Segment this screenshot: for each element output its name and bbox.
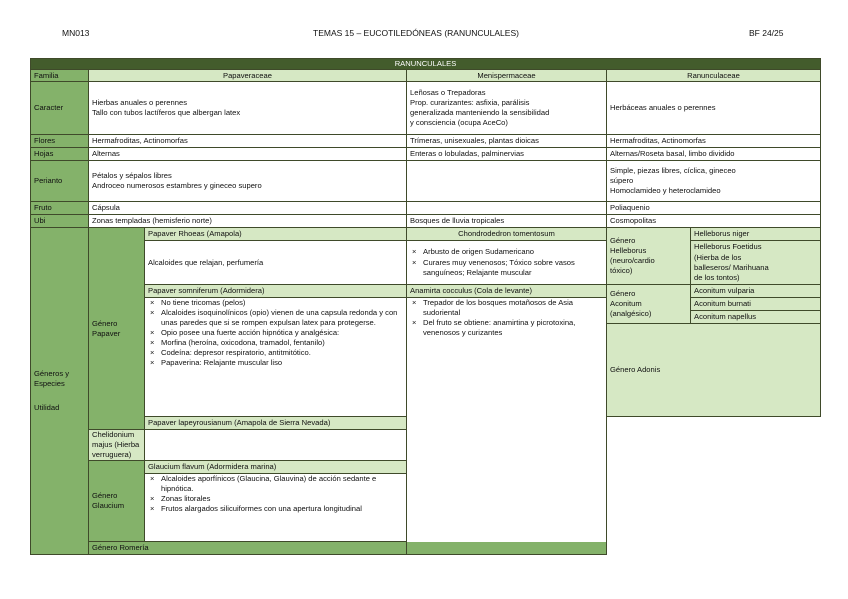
row-label-caracter: Caracter [31, 82, 89, 135]
perianto-menispermaceae [407, 161, 607, 202]
row-label-flores: Flores [31, 135, 89, 148]
list-item: × Trepador de los bosques motañosos de Asia sudoriental [423, 298, 603, 318]
genero-aconitum: Género Aconitum (analgésico) [607, 285, 691, 324]
perianto-ranunculaceae: Simple, piezas libres, cíclica, gineceo súpero Homoclamideo y heteroclamideo [607, 161, 821, 202]
papaver-somniferum-desc [145, 298, 407, 417]
list-item: × Curares muy venenosos; Tóxico sobre vasos sanguíneos; Relajante muscular [423, 258, 603, 278]
row-label-perianto: Perianto [31, 161, 89, 202]
hojas-ranunculaceae: Alternas/Roseta basal, limbo dividido [607, 148, 821, 161]
list-item: × Zonas litorales [161, 494, 403, 504]
empty-area [607, 417, 821, 555]
caracter-papaveraceae: Hierbas anuales o perennes Tallo con tubos lactíferos que albergan latex [89, 82, 407, 135]
chelidonium-majus: Chelidonium majus (Hierba verruguera) [89, 430, 145, 461]
chondrodedron-desc [407, 241, 607, 285]
chondrodedron-tomentosum: Chondrodedron tomentosum [407, 228, 607, 241]
list-item: × Papaverina: Relajante muscular liso [161, 358, 403, 368]
aconitum-vulparia: Aconitum vulparia [691, 285, 821, 298]
list-item: × Alcaloides aporfínicos (Glaucina, Glauvina) de acción sedante e hipnótica. [161, 474, 403, 494]
list-item: × Codeína: depresor respiratorio, antitmitótico. [161, 348, 403, 358]
list-item: × Frutos alargados silicuiformes con una apertura longitudinal [161, 504, 403, 514]
caracter-ranunculaceae: Herbáceas anuales o perennes [607, 82, 821, 135]
document-ref: BF 24/25 [749, 28, 784, 38]
list-item: × Alcaloides isoquinolínicos (opio) vienen de una capsula redonda y con unas paredes que si se rompen expulsan latex para protegerse. [161, 308, 403, 328]
glaucium-flavum: Glaucium flavum (Adormidera marina) [145, 461, 407, 474]
row-label-hojas: Hojas [31, 148, 89, 161]
aconitum-burnati: Aconitum burnati [691, 298, 821, 311]
generos-especies-utilidad-label: Géneros y Especies Utilidad [31, 228, 89, 555]
anamirta-desc [407, 298, 607, 555]
perianto-papaveraceae: Pétalos y sépalos libres Androceo numerosos estambres y gineceo supero [89, 161, 407, 202]
family-papaveraceae: Papaveraceae [89, 70, 407, 82]
familia-label: Familia [31, 70, 89, 82]
list-item: × Opio posee una fuerte acción hipnótica y analgésica: [161, 328, 403, 338]
fruto-ranunculaceae: Poliaquenio [607, 202, 821, 215]
glaucium-desc [145, 474, 407, 542]
list-item: × Arbusto de origen Sudamericano [423, 247, 603, 257]
ubi-ranunculaceae: Cosmopolitas [607, 215, 821, 228]
document-title: TEMAS 15 – EUCOTILEDÓNEAS (RANUNCULALES) [313, 28, 519, 38]
genero-glaucium: Género Glaucium [89, 461, 145, 542]
flores-papaveraceae: Hermafroditas, Actinomorfas [89, 135, 407, 148]
helleborus-foetidus: Helleborus Foetidus (Hierba de los balleseros/ Marihuana de los tontos) [691, 241, 821, 285]
fruto-menispermaceae [407, 202, 607, 215]
papaver-rhoeas: Papaver Rhoeas (Amapola) [145, 228, 407, 241]
row-label-fruto: Fruto [31, 202, 89, 215]
flores-menispermaceae: Trímeras, unisexuales, plantas dioicas [407, 135, 607, 148]
genero-adonis: Género Adonis [607, 324, 821, 417]
list-item: × Del fruto se obtiene: anamirtina y picrotoxina, venenosos y curizantes [423, 318, 603, 338]
list-item: × No tiene tricomas (pelos) [161, 298, 403, 308]
anamirta-cocculus: Anamirta cocculus (Cola de levante) [407, 285, 607, 298]
ubi-menispermaceae: Bosques de lluvia tropicales [407, 215, 607, 228]
hojas-papaveraceae: Alternas [89, 148, 407, 161]
helleborus-niger: Helleborus niger [691, 228, 821, 241]
papaver-rhoeas-desc: Alcaloides que relajan, perfumería [145, 241, 407, 285]
papaver-lapeyrousianum: Papaver lapeyrousianum (Amapola de Sierra Nevada) [145, 417, 407, 430]
genero-helleborus: Género Helleborus (neuro/cardio tóxico) [607, 228, 691, 285]
hojas-menispermaceae: Enteras o lobuladas, palminervias [407, 148, 607, 161]
list-item: × Morfina (heroína, oxicodona, tramadol, fentanilo) [161, 338, 403, 348]
family-menispermaceae: Menispermaceae [407, 70, 607, 82]
row-label-ubi: Ubi [31, 215, 89, 228]
genero-papaver: Género Papaver [89, 228, 145, 430]
family-ranunculaceae: Ranunculaceae [607, 70, 821, 82]
caracter-menispermaceae: Leñosas o Trepadoras Prop. curarizantes: asfixia, parálisis generalizada manteniendo la sensibilidad y consciencia (ocupa AceCo) [407, 82, 607, 135]
document-code: MN013 [62, 28, 90, 38]
flores-ranunculaceae: Hermafroditas, Actinomorfas [607, 135, 821, 148]
ranunculales-table [30, 58, 821, 555]
papaver-somniferum: Papaver somniferum (Adormidera) [145, 285, 407, 298]
table-title: RANUNCULALES [31, 59, 821, 70]
ubi-papaveraceae: Zonas templadas (hemisferio norte) [89, 215, 407, 228]
fruto-papaveraceae: Cápsula [89, 202, 407, 215]
genero-romeria: Género Romería [89, 542, 607, 555]
aconitum-napellus: Aconitum napellus [691, 311, 821, 324]
